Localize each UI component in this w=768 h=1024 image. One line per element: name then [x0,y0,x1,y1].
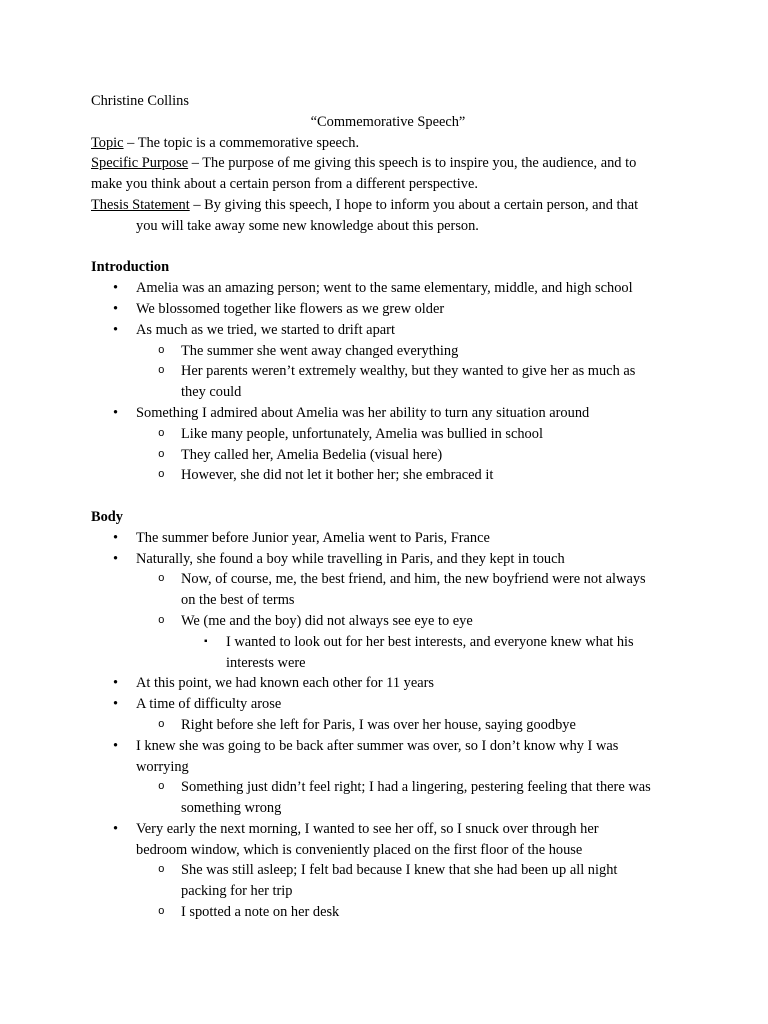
sub-list-item: o The summer she went away changed everything [91,341,685,362]
bullet-icon: • [113,280,119,297]
list-item: • We blossomed together like flowers as we grew older [91,299,685,320]
list-item: • Very early the next morning, I wanted to see her off, so I snuck over through her bedroom window, which is conveniently placed on the first floor of the house [113,820,599,858]
thesis-line [91,195,685,216]
circle-bullet-icon: o [158,365,165,378]
topic-line [91,133,685,154]
sub-list-item: o Like many people, unfortunately, Amelia was bullied in school [91,424,685,445]
circle-bullet-icon: o [158,469,165,482]
spacer [91,486,685,507]
sub-list-item: o They called her, Amelia Bedelia (visual here) [91,445,685,466]
sub-list-item: o Right before she left for Paris, I was over her house, saying goodbye [91,715,685,736]
list-item: • I knew she was going to be back after summer was over, so I don’t know why I was worrying [113,737,619,775]
author-name: Christine Collins [91,93,189,109]
list-item: • At this point, we had known each other for 11 years [91,673,685,694]
sub-list-item: o I spotted a note on her desk [91,902,685,923]
body-list [91,528,685,923]
document-content [91,91,685,923]
topic-text: – The topic is a commemorative speech. [123,134,360,151]
circle-bullet-icon: o [158,906,165,919]
specific-purpose-label: Specific Purpose [91,155,189,172]
bullet-icon: • [113,820,119,837]
list-item: • Amelia was an amazing person; went to the same elementary, middle, and high school [91,278,685,299]
thesis-text: – By giving this speech, I hope to inform you about a certain person, and that [189,196,639,213]
spacer [91,237,685,258]
bullet-icon: • [113,675,119,692]
circle-bullet-icon: o [158,718,165,731]
topic-label: Topic [91,134,124,151]
list-item: • A time of difficulty arose [91,694,685,715]
specific-purpose-line [91,153,685,174]
bullet-icon: • [113,321,119,338]
circle-bullet-icon: o [158,427,165,440]
bullet-icon: • [113,404,119,421]
introduction-heading: Introduction [91,259,170,276]
thesis-label: Thesis Statement [91,196,190,213]
bullet-icon: • [113,696,119,713]
bullet-icon: • [113,550,119,567]
bullet-icon: • [113,300,119,317]
introduction-list [91,278,685,486]
sub-list-item: o Now, of course, me, the best friend, and him, the new boyfriend were not always on the best of terms [158,571,646,609]
circle-bullet-icon: o [158,781,165,794]
list-item: • As much as we tried, we started to drift apart [91,320,685,341]
circle-bullet-icon: o [158,614,165,627]
sub-list-item: o We (me and the boy) did not always see eye to eye [91,611,685,632]
list-item: • Something I admired about Amelia was her ability to turn any situation around [91,403,685,424]
sub-sub-list-item: ▪ I wanted to look out for her best interests, and everyone knew what his interests were [204,633,634,671]
body-heading: Body [91,508,123,525]
specific-purpose-text: – The purpose of me giving this speech is to inspire you, the audience, and to [188,155,637,172]
bullet-icon: • [113,529,119,546]
circle-bullet-icon: o [158,573,165,586]
circle-bullet-icon: o [158,864,165,877]
sub-list-item: o Something just didn’t feel right; I had a lingering, pestering feeling that there was something wrong [158,779,651,817]
circle-bullet-icon: o [158,344,165,357]
list-item: • Naturally, she found a boy while travelling in Paris, and they kept in touch [91,549,685,570]
bullet-icon: • [113,737,119,754]
square-bullet-icon: ▪ [204,635,208,647]
list-item: • The summer before Junior year, Amelia went to Paris, France [91,528,685,549]
circle-bullet-icon: o [158,448,165,461]
thesis-continuation: you will take away some new knowledge about this person. [136,217,479,234]
specific-purpose-continuation: make you think about a certain person from a different perspective. [91,176,478,193]
speech-title: “Commemorative Speech” [310,113,466,130]
sub-list-item: o However, she did not let it bother her; she embraced it [91,465,685,486]
sub-list-item: o Her parents weren’t extremely wealthy, but they wanted to give her as much as they could [158,363,636,401]
sub-list-item: o She was still asleep; I felt bad because I knew that she had been up all night packing for her trip [158,862,618,900]
